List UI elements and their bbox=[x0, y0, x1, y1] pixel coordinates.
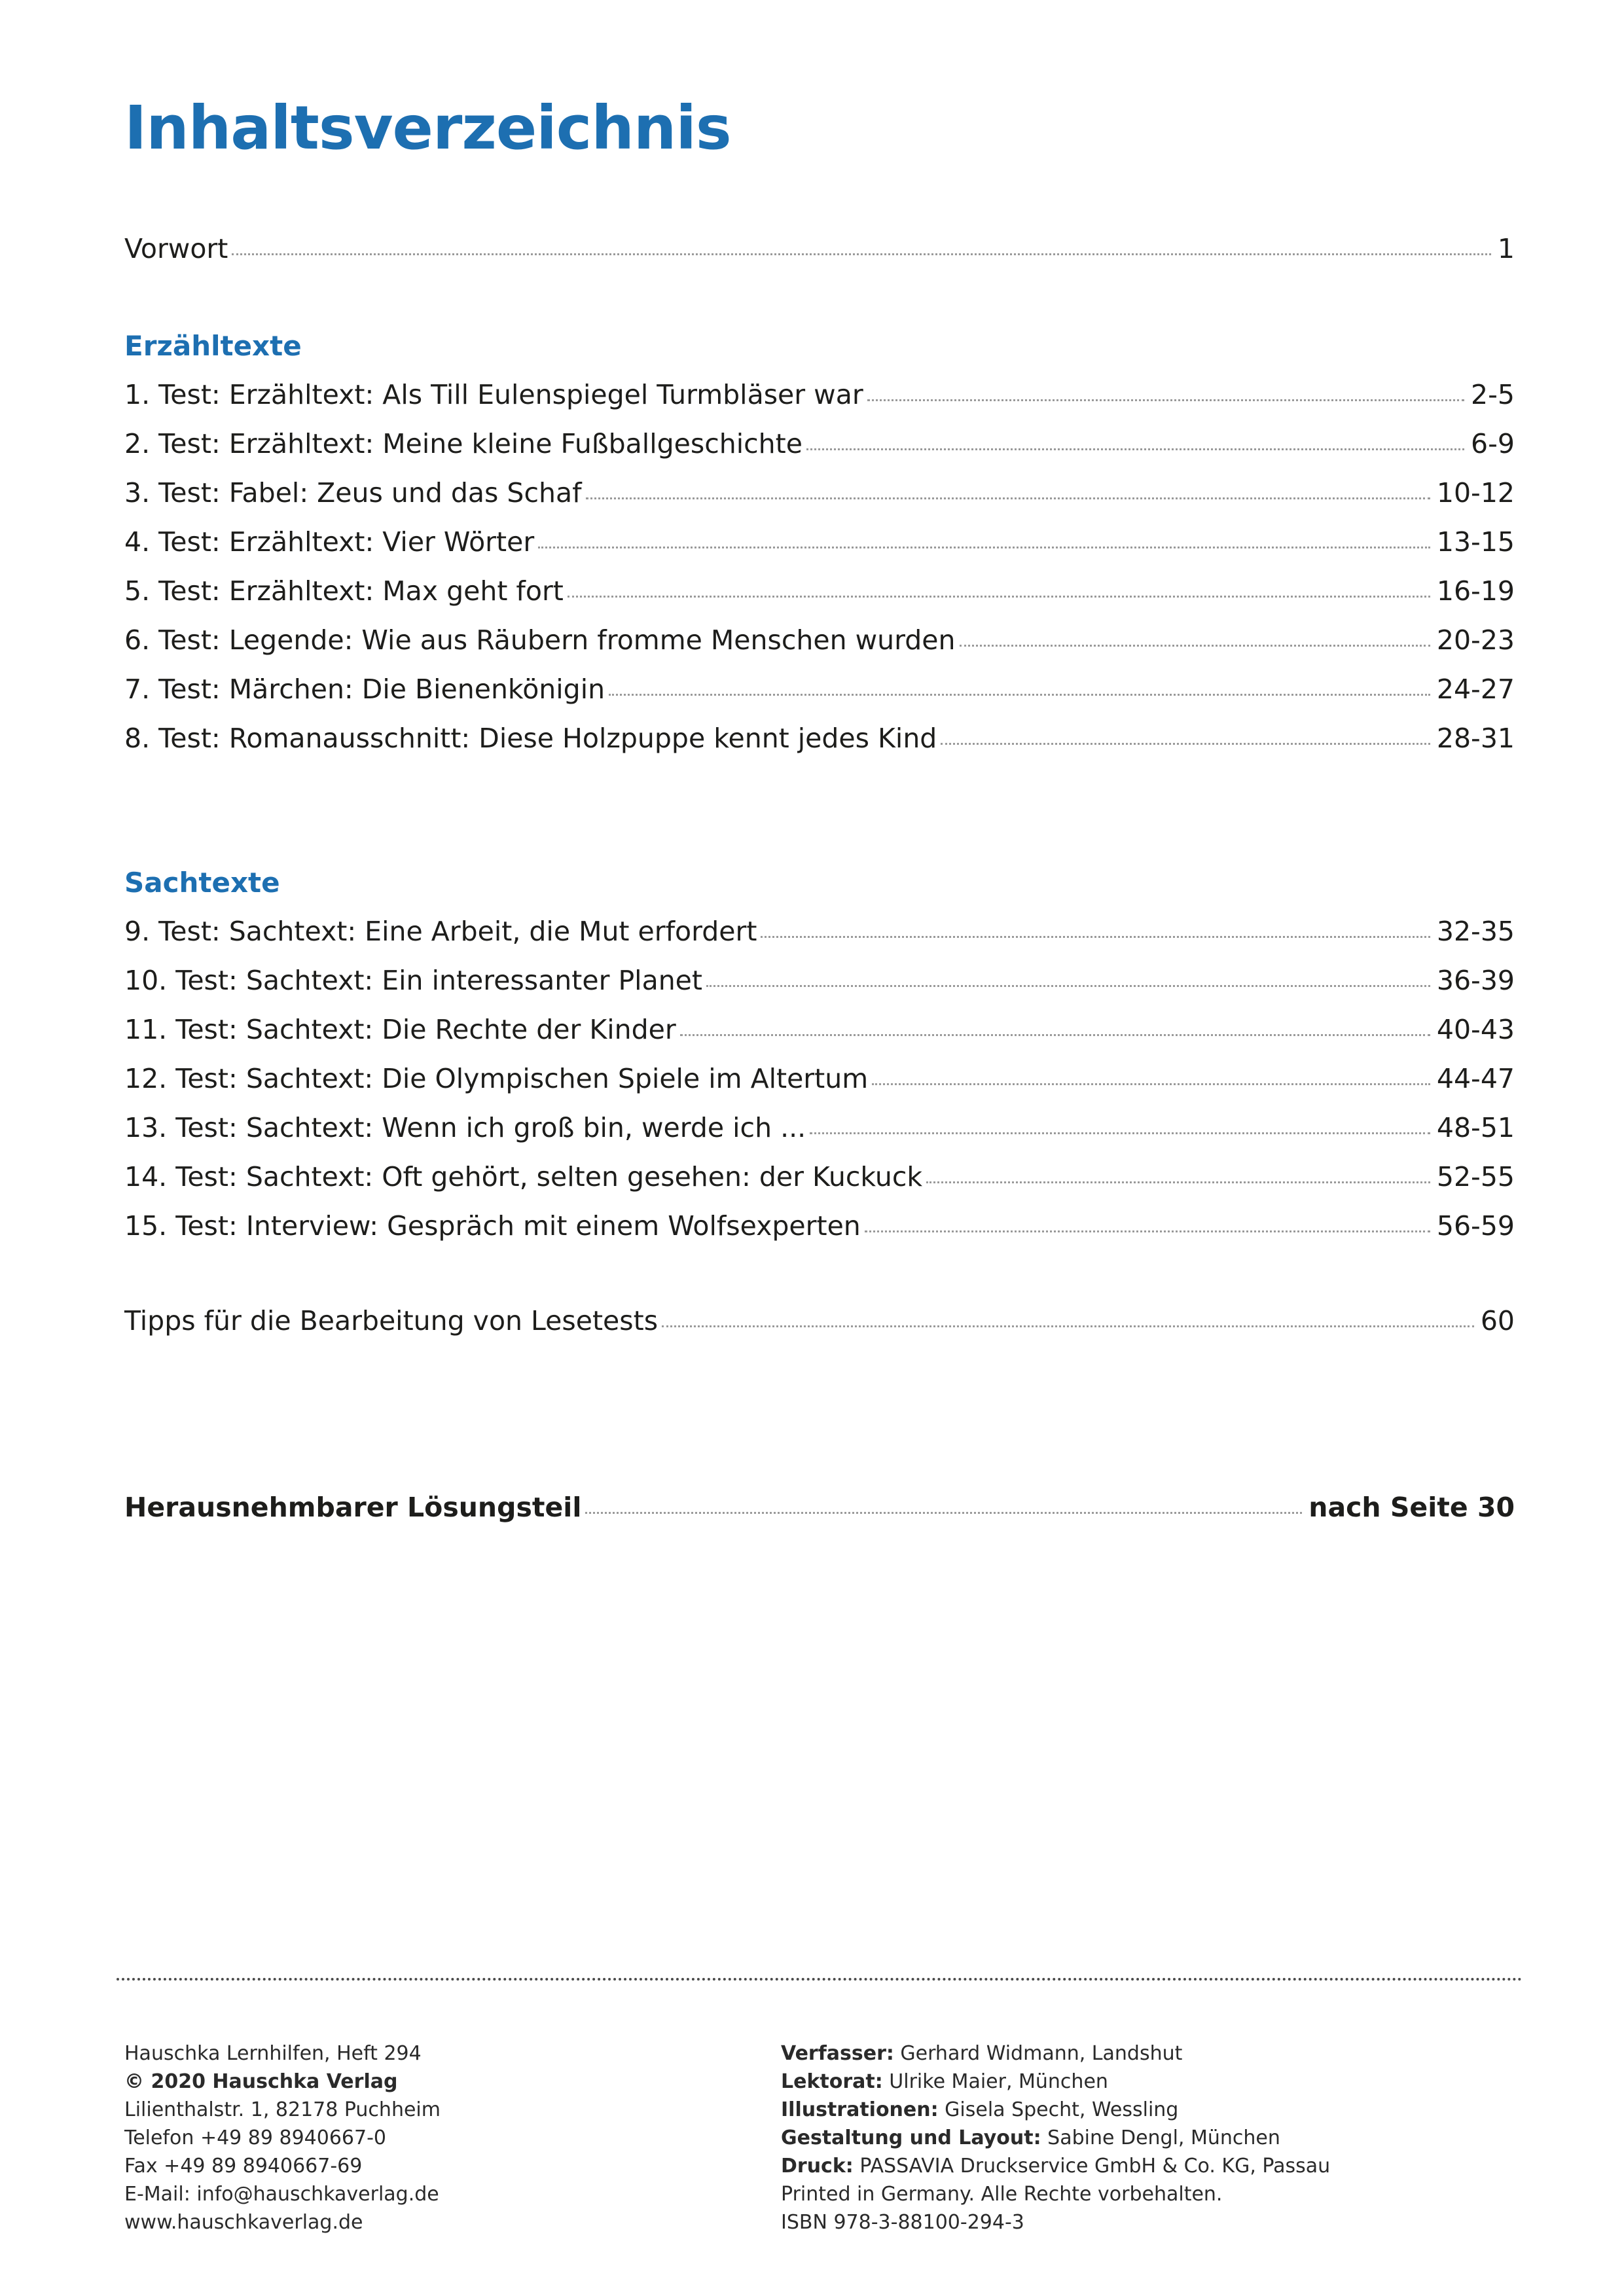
toc-entry-label: Herausnehmbarer Lösungsteil bbox=[124, 1492, 582, 1523]
toc-entry-label: 4. Test: Erzähltext: Vier Wörter bbox=[124, 526, 535, 558]
dotted-leader bbox=[867, 399, 1464, 401]
credit-value: Sabine Dengl, München bbox=[1047, 2126, 1280, 2149]
dotted-leader bbox=[960, 645, 1430, 647]
toc-entry[interactable] bbox=[124, 526, 1515, 558]
toc-entry-label: 12. Test: Sachtext: Die Olympischen Spiele im Altertum bbox=[124, 1063, 869, 1094]
toc-entry[interactable] bbox=[124, 1210, 1515, 1242]
dotted-leader bbox=[568, 596, 1430, 598]
toc-entry-page: 48-51 bbox=[1436, 1112, 1515, 1143]
footer-divider bbox=[117, 1978, 1523, 1981]
toc-entry-page: 32-35 bbox=[1436, 916, 1515, 947]
toc-entry-page: 10-12 bbox=[1436, 477, 1515, 509]
website-link[interactable]: www.hauschkaverlag.de bbox=[124, 2211, 363, 2234]
toc-entry-page: 20-23 bbox=[1436, 624, 1515, 656]
page-title: Inhaltsverzeichnis bbox=[124, 93, 731, 163]
toc-entry-label: 11. Test: Sachtext: Die Rechte der Kinder bbox=[124, 1014, 676, 1045]
credit-layout bbox=[781, 2124, 1330, 2152]
toc-entry-page: 40-43 bbox=[1436, 1014, 1515, 1045]
toc-entry-page: 6-9 bbox=[1471, 428, 1515, 459]
toc-entry[interactable] bbox=[124, 1161, 1515, 1193]
dotted-leader bbox=[586, 497, 1430, 499]
toc-entry[interactable] bbox=[124, 477, 1515, 509]
publisher-info bbox=[124, 2039, 441, 2236]
toc-entry[interactable] bbox=[124, 428, 1515, 459]
series-line: Hauschka Lernhilfen, Heft 294 bbox=[124, 2042, 422, 2065]
toc-entry[interactable] bbox=[124, 1063, 1515, 1094]
toc-entry-page: 60 bbox=[1480, 1305, 1515, 1336]
dotted-leader bbox=[706, 985, 1430, 987]
credit-illustrations bbox=[781, 2096, 1330, 2124]
toc-entry[interactable] bbox=[124, 1112, 1515, 1143]
credit-editor bbox=[781, 2068, 1330, 2096]
credit-print bbox=[781, 2152, 1330, 2180]
toc-entry-label: Vorwort bbox=[124, 233, 228, 264]
credit-label: Illustrationen: bbox=[781, 2098, 939, 2121]
phone-line: Telefon +49 89 8940667-0 bbox=[124, 2126, 387, 2149]
toc-entry[interactable] bbox=[124, 725, 1515, 752]
toc-entry[interactable] bbox=[124, 918, 1515, 945]
dotted-leader bbox=[662, 1325, 1474, 1327]
toc-entry-label: 1. Test: Erzähltext: Als Till Eulenspiegel Turmbläser war bbox=[124, 379, 863, 410]
toc-entry-label: 6. Test: Legende: Wie aus Räubern fromme Menschen wurden bbox=[124, 624, 956, 656]
toc-entry-label: 10. Test: Sachtext: Ein interessanter Planet bbox=[124, 965, 702, 996]
toc-entry-label: 8. Test: Romanausschnitt: Diese Holzpuppe kennt jedes Kind bbox=[124, 723, 937, 754]
credit-value: Gerhard Widmann, Landshut bbox=[900, 2042, 1183, 2065]
credit-label: Druck: bbox=[781, 2155, 854, 2178]
toc-entry-label: Tipps für die Bearbeitung von Lesetests bbox=[124, 1305, 659, 1336]
fax-line: Fax +49 89 8940667-69 bbox=[124, 2155, 363, 2178]
dotted-leader bbox=[941, 743, 1430, 745]
toc-entry[interactable] bbox=[124, 1016, 1515, 1043]
credit-value: Gisela Specht, Wessling bbox=[945, 2098, 1179, 2121]
dotted-leader bbox=[232, 253, 1491, 255]
credit-label: Lektorat: bbox=[781, 2070, 883, 2093]
section-heading-erzaehltexte: Erzähltexte bbox=[124, 330, 302, 362]
credit-label: Gestaltung und Layout: bbox=[781, 2126, 1041, 2149]
credit-label: Verfasser: bbox=[781, 2042, 894, 2065]
toc-entry-label: 14. Test: Sachtext: Oft gehört, selten gesehen: der Kuckuck bbox=[124, 1161, 923, 1193]
dotted-leader bbox=[926, 1181, 1430, 1183]
toc-entry-page: 44-47 bbox=[1436, 1063, 1515, 1094]
toc-entry[interactable] bbox=[124, 673, 1515, 705]
toc-entry-label: 7. Test: Märchen: Die Bienenkönigin bbox=[124, 673, 605, 705]
dotted-leader bbox=[585, 1512, 1302, 1514]
toc-entry-vorwort[interactable] bbox=[124, 233, 1515, 264]
dotted-leader bbox=[538, 547, 1430, 548]
toc-entry-page: 56-59 bbox=[1436, 1210, 1515, 1242]
toc-entry[interactable] bbox=[124, 624, 1515, 656]
dotted-leader bbox=[609, 694, 1430, 696]
section-heading-sachtexte: Sachtexte bbox=[124, 867, 280, 899]
rights-line: Printed in Germany. Alle Rechte vorbehalten. bbox=[781, 2183, 1223, 2206]
address-line: Lilienthalstr. 1, 82178 Puchheim bbox=[124, 2098, 441, 2121]
dotted-leader bbox=[680, 1034, 1430, 1036]
toc-entry-label: 3. Test: Fabel: Zeus und das Schaf bbox=[124, 477, 582, 509]
toc-entry-page: nach Seite 30 bbox=[1308, 1492, 1515, 1523]
toc-entry-page: 16-19 bbox=[1436, 575, 1515, 607]
toc-entry[interactable] bbox=[124, 967, 1515, 994]
toc-entry-label: 9. Test: Sachtext: Eine Arbeit, die Mut erfordert bbox=[124, 916, 757, 947]
toc-entry-label: 2. Test: Erzähltext: Meine kleine Fußballgeschichte bbox=[124, 428, 803, 459]
copyright-line: © 2020 Hauschka Verlag bbox=[124, 2070, 398, 2093]
dotted-leader bbox=[761, 936, 1430, 938]
dotted-leader bbox=[810, 1132, 1430, 1134]
credit-value: PASSAVIA Druckservice GmbH & Co. KG, Passau bbox=[859, 2155, 1331, 2178]
toc-entry-label: 13. Test: Sachtext: Wenn ich groß bin, werde ich ... bbox=[124, 1112, 806, 1143]
credits-info bbox=[781, 2039, 1330, 2236]
dotted-leader bbox=[872, 1083, 1430, 1085]
email-line[interactable]: E-Mail: info@hauschkaverlag.de bbox=[124, 2183, 439, 2206]
toc-entry-solutions[interactable] bbox=[124, 1494, 1515, 1521]
toc-entry-tips[interactable] bbox=[124, 1305, 1515, 1336]
toc-entry-page: 36-39 bbox=[1436, 965, 1515, 996]
credit-value: Ulrike Maier, München bbox=[889, 2070, 1108, 2093]
toc-entry[interactable] bbox=[124, 379, 1515, 410]
credit-author bbox=[781, 2039, 1330, 2068]
toc-entry[interactable] bbox=[124, 575, 1515, 607]
isbn-line: ISBN 978-3-88100-294-3 bbox=[781, 2211, 1024, 2234]
toc-entry-page: 52-55 bbox=[1436, 1161, 1515, 1193]
dotted-leader bbox=[806, 448, 1464, 450]
toc-entry-page: 2-5 bbox=[1471, 379, 1515, 410]
toc-entry-page: 24-27 bbox=[1436, 673, 1515, 705]
toc-entry-page: 13-15 bbox=[1436, 526, 1515, 558]
toc-entry-label: 5. Test: Erzähltext: Max geht fort bbox=[124, 575, 564, 607]
dotted-leader bbox=[865, 1230, 1430, 1232]
toc-entry-page: 1 bbox=[1497, 233, 1515, 264]
toc-entry-label: 15. Test: Interview: Gespräch mit einem Wolfsexperten bbox=[124, 1210, 861, 1242]
toc-entry-page: 28-31 bbox=[1436, 723, 1515, 754]
